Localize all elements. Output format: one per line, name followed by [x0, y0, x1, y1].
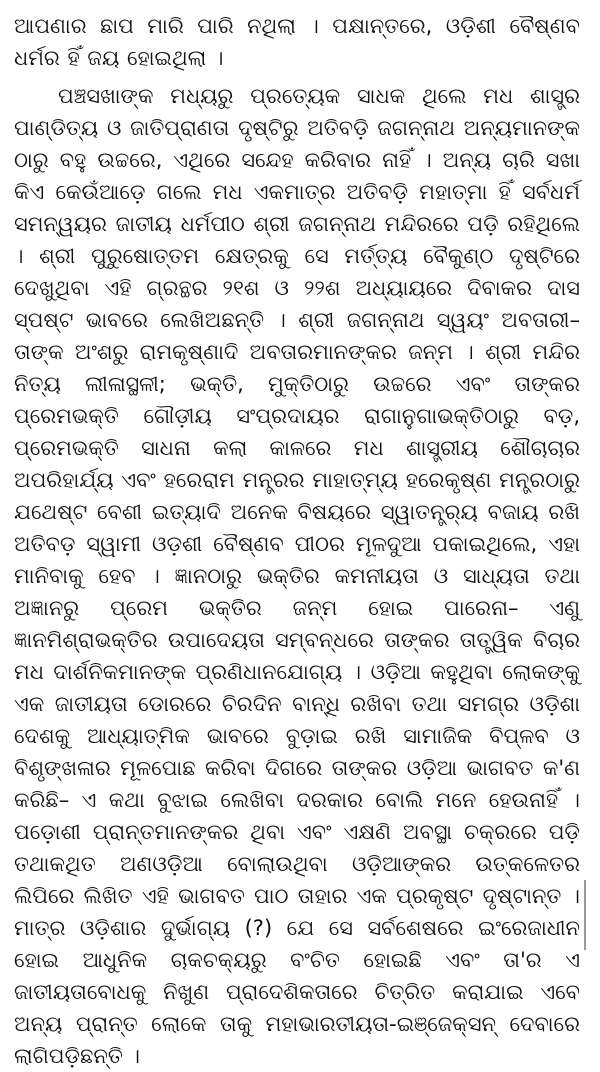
scan-edge-line	[584, 880, 586, 950]
paragraph-main: ପଞ୍ଚସଖାଙ୍କ ମଧ୍ୟରୁ ପ୍ରତ୍ୟେକ ସାଧକ ଥିଲେ ମଧ ଶାସ୍ତ୍ର ପାଣ୍ଡିତ୍ୟ ଓ ଜାତିପ୍ରାଣତା ଦୃଷ୍ଟିରୁ ଅତିବଡ଼ି ଜଗନ୍ନାଥ ଅନ୍ୟମାନଙ୍କ ଠାରୁ ବହୁ ଉଚ୍ଚରେ, ଏଥିରେ ସନ୍ଦେହ କରିବାର ନାହିଁ । ଅନ୍ୟ ଚାରି ସଖା କିଏ କେଉଁଆଡ଼େ ଗଲେ ମଧ ଏକମାତ୍ର ଅତିବଡ଼ି ମହାତ୍ମା ହିଁ ସର୍ବଧର୍ମ ସମନ୍ୱୟର ଜାତୀୟ ଧର୍ମପୀଠ ଶ୍ରୀ ଜଗନ୍ନାଥ ମନ୍ଦିରରେ ପଡ଼ି ରହିଥିଲେ । ଶ୍ରୀ ପୁରୁଷୋତ୍ତମ କ୍ଷେତ୍ରକୁ ସେ ମର୍ତ୍ତ୍ୟ ବୈକୁଣ୍ଠ ଦୃଷ୍ଟିରେ ଦେଖୁଥିବା ଏହି ଗ୍ରନ୍ଥର ୨୧ଶ ଓ ୨୨ଶ ଅଧ୍ୟାୟରେ ଦିବାକର ଦାସ ସ୍ପଷ୍ଟ ଭାବରେ ଲେଖିଅଛନ୍ତି । ଶ୍ରୀ ଜଗନ୍ନାଥ ସ୍ୱୟଂ ଅବତାରୀ– ତାଙ୍କ ଅଂଶରୁ ରାମକୃଷ୍ଣାଦି ଅବତାରମାନଙ୍କର ଜନ୍ମ । ଶ୍ରୀ ମନ୍ଦିର ନିତ୍ୟ ଲୀଳାସ୍ଥଳୀ; ଭକ୍ତି, ମୁକ୍ତିଠାରୁ ଉଚ୍ଚରେ ଏବଂ ତାଙ୍କର ପ୍ରେମଭକ୍ତି ଗୌଡ଼ୀୟ ସଂପ୍ରଦାୟର ରାଗାନୁଗାଭକ୍ତିଠାରୁ ବଡ଼, ପ୍ରେମଭକ୍ତି ସାଧନା କଲା କାଳରେ ମଧ ଶାସ୍ତ୍ରୀୟ ଶୌଚାଚାର ଅପରିହାର୍ଯ୍ୟ ଏବଂ ହରେରାମ ମନ୍ତ୍ରର ମାହାତ୍ମ୍ୟ ହରେକୃଷ୍ଣ ମନ୍ତ୍ରଠାରୁ ଯଥେଷ୍ଟ ବେଶୀ ଇତ୍ୟାଦି ଅନେକ ବିଷୟରେ ସ୍ୱାତନ୍ତ୍ର୍ୟ ବଜାୟ ରଖି ଅତିବଡ଼ ସ୍ୱାମୀ ଓଡ଼ଶୀ ବୈଷ୍ଣବ ପୀଠର ମୂଳଦୁଆ ପକାଇଥିଲେ, ଏହା ମାନିବାକୁ ହେବ । ଜ୍ଞାନଠାରୁ ଭକ୍ତିର କମନୀୟତା ଓ ସାଧ୍ୟତା ତଥା ଅଜ୍ଞାନରୁ ପ୍ରେମ ଭକ୍ତିର ଜନ୍ମ ହୋଇ ପାରେନା– ଏଣୁ ଜ୍ଞାନମିଶ୍ରାଭକ୍ତିର ଉପାଦେୟତା ସମ୍ବନ୍ଧରେ ତାଙ୍କର ତାତ୍ତ୍ୱିକ ବିଚାର ମଧ ଦାର୍ଶନିକମାନଙ୍କ ପ୍ରଣିଧାନଯୋଗ୍ୟ । ଓଡ଼ିଆ କହୁଥିବା ଲୋକଙ୍କୁ ଏକ ଜାତୀୟତା ଡୋରରେ ଚିରଦିନ ବାନ୍ଧି ରଖିବା ତଥା ସମଗ୍ର ଓଡ଼ିଶା ଦେଶକୁ ଆଧ୍ୟାତ୍ମିକ ଭାବରେ ବୁଡ଼ାଇ ରଖି ସାମାଜିକ ବିପ୍ଳବ ଓ ବିଶୃଙ୍ଖଳାର ମୂଳପୋଛ କରିବା ଦିଗରେ ତାଙ୍କର ଓଡ଼ିଆ ଭାଗବତ କ'ଣ କରିଛି– ଏ କଥା ବୁଝାଇ ଲେଖିବା ଦରକାର ବୋଲି ମନେ ହେଉନାହିଁ । ପଡ଼ୋଶୀ ପ୍ରାନ୍ତମାନଙ୍କର ଥିବା ଏବଂ ଏକ୍ଷଣି ଅବସ୍ଥା ଚକ୍ରରେ ପଡ଼ି ତଥାକଥିତ ଅଣଓଡ଼ିଆ ବୋଲାଉଥିବା ଓଡ଼ିଆଙ୍କର ଉତ୍କଳେତର ଲିପିରେ ଲିଖିତ ଏହି ଭାଗବତ ପାଠ ତାହାର ଏକ ପ୍ରକୃଷ୍ଟ ଦୃଷ୍ଟାନ୍ତ । ମାତ୍ର ଓଡ଼ିଶାର ଦୁର୍ଭାଗ୍ୟ (?) ଯେ ସେ ସର୍ବଶେଷରେ ଇଂରେଜାଧୀନ ହୋଇ ଆଧୁନିକ ଚାକଚକ୍ୟରୁ ବଂଚିତ ହୋଇଛି ଏବଂ ତା'ର ଏ ଜାତୀୟତାବୋଧକୁ ନିଖୁଣ ପ୍ରାଦେଶିକତାରେ ଚିତ୍ରିତ କରାଯାଇ ଏବେ ଅନ୍ୟ ପ୍ରାନ୍ତ ଲୋକେ ତାକୁ ମହାଭାରତୀୟତା-ଇଞ୍ଜେକ୍ସନ୍ ଦେବାରେ ଲାଗିପଡ଼ିଛନ୍ତି ।	[14, 84, 580, 1068]
paragraph-continued: ଆପଣାର ଛାପ ମାରି ପାରି ନଥିଲା । ପକ୍ଷାନ୍ତରେ, ଓଡ଼ିଶୀ ବୈଷ୍ଣବ ଧର୍ମର ହିଁ ଜୟ ହୋଇଥିଲା ।	[14, 14, 580, 70]
